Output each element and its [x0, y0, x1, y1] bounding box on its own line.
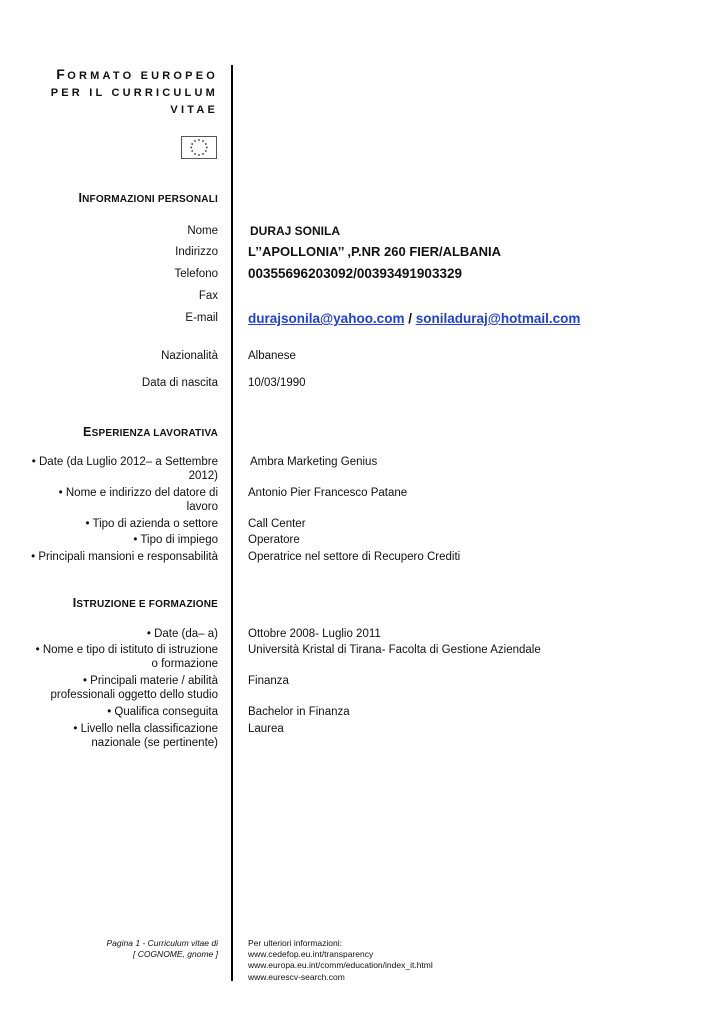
qualification-label: • Qualifica conseguita — [107, 706, 218, 718]
edu-date-value: Ottobre 2008- Luglio 2011 — [248, 628, 381, 640]
footer-more-info: Per ulteriori informazioni: www.cedefop.eu.int/transparency www.europa.eu.int/comm/education/index_it.html www.eurescv-search.com — [248, 938, 433, 982]
employer-value: Antonio Pier Francesco Patane — [248, 487, 408, 499]
subjects-label: • Principali materie / abilità professionali oggetto dello studio — [50, 675, 218, 701]
section-personal-info: INFORMAZIONI PERSONALI — [78, 191, 218, 205]
address-label: Indirizzo — [175, 246, 218, 258]
name-value: DURAJ SONILA — [250, 224, 341, 238]
duties-label: • Principali mansioni e responsabilità — [31, 551, 218, 563]
level-value: Laurea — [248, 723, 284, 735]
eu-flag-icon — [181, 136, 217, 159]
exp-date-label: • Date (da Luglio 2012– a Settembre 2012) — [31, 456, 218, 482]
level-label: • Livello nella classificazione nazionale (se pertinente) — [73, 723, 218, 749]
footer-link-cedefop[interactable]: www.cedefop.eu.int/transparency — [248, 949, 374, 960]
email-link-2[interactable]: soniladuraj@hotmail.com — [415, 311, 581, 326]
address-value: L’’APOLLONIA’’ ,P.NR 260 FIER/ALBANIA — [248, 244, 502, 259]
school-value: Università Kristal di Tirana- Facolta di Gestione Aziendale — [248, 644, 541, 656]
nationality-value: Albanese — [248, 350, 296, 362]
section-work-experience: ESPERIENZA LAVORATIVA — [83, 425, 218, 439]
phone-label: Telefono — [174, 268, 218, 280]
vertical-divider — [231, 65, 233, 981]
document-title — [40, 66, 218, 119]
job-type-value: Operatore — [248, 534, 300, 546]
edu-date-label: • Date (da– a) — [146, 628, 218, 640]
birth-date-value: 10/03/1990 — [248, 377, 306, 389]
title-line-1: FORMATO EUROPEO — [56, 66, 218, 82]
email-link-1[interactable]: durajsonila@yahoo.com — [248, 311, 405, 326]
school-label: • Nome e tipo di istituto di istruzione o formazione — [35, 644, 218, 670]
nationality-label: Nazionalità — [161, 350, 218, 362]
footer-page-info: Pagina 1 - Curriculum vitae di [ COGNOME, gnome ] — [106, 938, 218, 959]
footer-link-europa[interactable]: www.europa.eu.int/comm/education/index_it.html — [248, 960, 433, 971]
qualification-value: Bachelor in Finanza — [248, 706, 350, 718]
fax-label: Fax — [198, 290, 218, 302]
subjects-value: Finanza — [248, 675, 289, 687]
job-type-label: • Tipo di impiego — [133, 534, 218, 546]
name-label: Nome — [187, 225, 218, 237]
company-type-label: • Tipo di azienda o settore — [85, 518, 218, 530]
section-education: ISTRUZIONE E FORMAZIONE — [72, 596, 218, 610]
title-line-3: VITAE — [170, 104, 218, 116]
birth-date-label: Data di nascita — [141, 377, 218, 389]
employer-label: • Nome e indirizzo del datore di lavoro — [58, 487, 218, 513]
duties-value: Operatrice nel settore di Recupero Crediti — [248, 551, 461, 563]
footer-link-eurescv[interactable]: www.eurescv-search.com — [248, 971, 345, 982]
company-type-value: Call Center — [248, 518, 306, 530]
email-value: durajsonila@yahoo.com / soniladuraj@hotmail.com — [248, 311, 581, 326]
exp-date-value: Ambra Marketing Genius — [250, 456, 378, 468]
phone-value: 00355696203092/00393491903329 — [248, 266, 462, 281]
email-label: E-mail — [185, 312, 218, 324]
title-line-2: PER IL CURRICULUM — [50, 87, 218, 99]
